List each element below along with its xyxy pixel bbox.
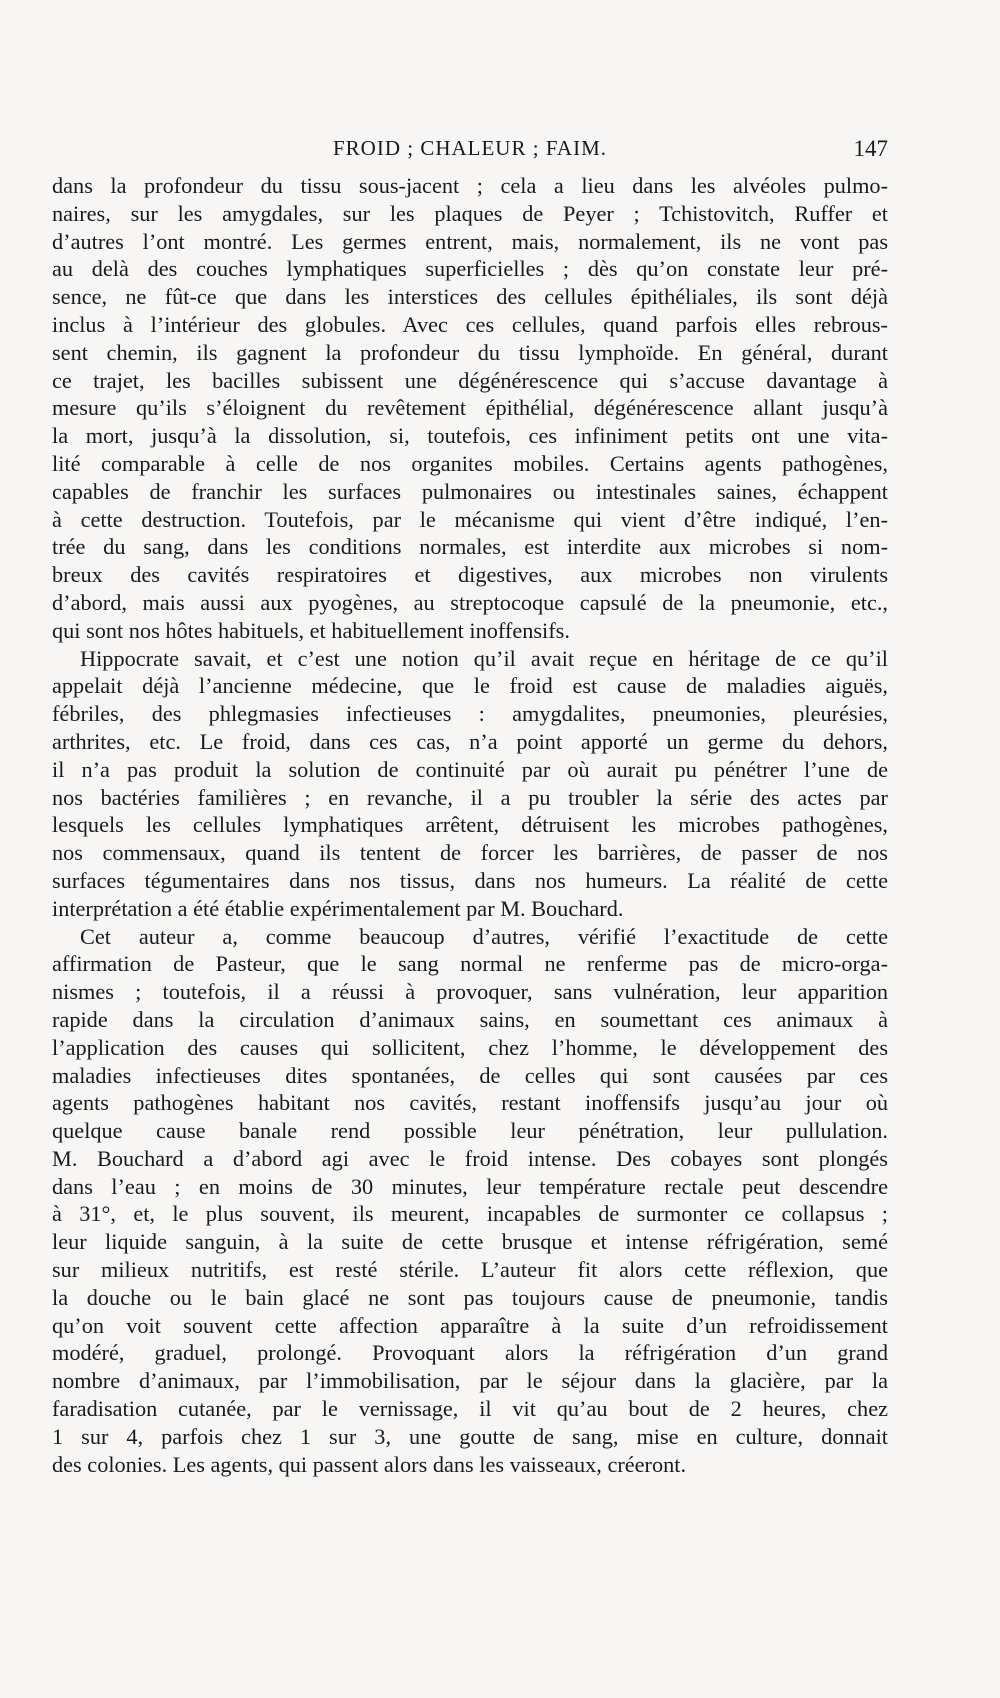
text-line: surfaces tégumentaires dans nos tissus, dans nos humeurs. La réalité de cette	[52, 867, 888, 893]
text-line: des colonies. Les agents, qui passent alors dans les vaisseaux, créeront.	[52, 1451, 687, 1477]
text-line: sence, ne fût-ce que dans les interstices des cellules épithéliales, ils sont déjà	[52, 284, 888, 310]
text-line: ce trajet, les bacilles subissent une dégénérescence qui s’accuse davantage à	[52, 367, 888, 393]
text-line: nismes ; toutefois, il a réussi à provoquer, sans vulnération, leur apparition	[52, 979, 888, 1005]
text-line: mesure qu’ils s’éloignent du revêtement épithélial, dégénérescence allant jusqu’à	[52, 395, 888, 421]
text-line: l’application des causes qui sollicitent, chez l’homme, le développement des	[52, 1034, 888, 1060]
text-line: Cet auteur a, comme beaucoup d’autres, vérifié l’exactitude de cette	[80, 923, 888, 949]
text-line: faradisation cutanée, par le vernissage, il vit qu’au bout de 2 heures, chez	[52, 1396, 888, 1422]
text-line: interprétation a été établie expérimentalement par M. Bouchard.	[52, 895, 624, 921]
text-line: naires, sur les amygdales, sur les plaques de Peyer ; Tchistovitch, Ruffer et	[52, 200, 888, 226]
text-line: à 31°, et, le plus souvent, ils meurent, incapables de surmonter ce collapsus ;	[52, 1201, 888, 1227]
paragraph	[52, 923, 888, 1479]
text-line: arthrites, etc. Le froid, dans ces cas, n’a point apporté un germe du dehors,	[52, 728, 888, 754]
text-line: sent chemin, ils gagnent la profondeur du tissu lymphoïde. En général, durant	[52, 339, 888, 365]
text-line: qu’on voit souvent cette affection apparaître à la suite d’un refroidissement	[52, 1312, 888, 1338]
paragraph	[52, 645, 888, 923]
text-line: trée du sang, dans les conditions normales, est interdite aux microbes si nom-	[52, 534, 888, 560]
text-line: leur liquide sanguin, à la suite de cette brusque et intense réfrigération, semé	[52, 1229, 888, 1255]
text-line: au delà des couches lymphatiques superficielles ; dès qu’on constate leur pré-	[52, 256, 888, 282]
text-line: la mort, jusqu’à la dissolution, si, toutefois, ces infiniment petits ont une vita-	[52, 423, 888, 449]
body-text	[52, 172, 888, 1478]
text-line: quelque cause banale rend possible leur pénétration, leur pullulation.	[52, 1118, 888, 1144]
text-line: inclus à l’intérieur des globules. Avec ces cellules, quand parfois elles rebrous-	[52, 311, 888, 337]
running-head	[52, 136, 888, 166]
text-line: breux des cavités respiratoires et digestives, aux microbes non virulents	[52, 562, 888, 588]
text-line: Hippocrate savait, et c’est une notion qu’il avait reçue en héritage de ce qu’il	[80, 645, 888, 671]
text-line: dans l’eau ; en moins de 30 minutes, leur température rectale peut descendre	[52, 1173, 888, 1199]
text-line: nombre d’animaux, par l’immobilisation, par le séjour dans la glacière, par la	[52, 1368, 888, 1394]
text-line: lesquels les cellules lymphatiques arrêtent, détruisent les microbes pathogènes,	[52, 812, 888, 838]
text-line: la douche ou le bain glacé ne sont pas toujours cause de pneumonie, tandis	[52, 1284, 888, 1310]
text-line: qui sont nos hôtes habituels, et habituellement inoffensifs.	[52, 617, 570, 643]
text-line: nos commensaux, quand ils tentent de forcer les barrières, de passer de nos	[52, 840, 888, 866]
text-line: d’abord, mais aussi aux pyogènes, au streptocoque capsulé de la pneumonie, etc.,	[52, 589, 888, 615]
text-line: rapide dans la circulation d’animaux sains, en soumettant ces animaux à	[52, 1006, 888, 1032]
text-line: il n’a pas produit la solution de continuité par où aurait pu pénétrer l’une de	[52, 756, 888, 782]
text-line: modéré, graduel, prolongé. Provoquant alors la réfrigération d’un grand	[52, 1340, 888, 1366]
paragraph	[52, 172, 888, 645]
text-line: fébriles, des phlegmasies infectieuses : amygdalites, pneumonies, pleurésies,	[52, 701, 888, 727]
page-number: 147	[853, 136, 888, 161]
text-line: affirmation de Pasteur, que le sang normal ne renferme pas de micro-orga-	[52, 951, 888, 977]
text-line: appelait déjà l’ancienne médecine, que le froid est cause de maladies aiguës,	[52, 673, 888, 699]
text-line: nos bactéries familières ; en revanche, il a pu troubler la série des actes par	[52, 784, 888, 810]
text-line: M. Bouchard a d’abord agi avec le froid intense. Des cobayes sont plongés	[52, 1145, 888, 1171]
text-line: lité comparable à celle de nos organites mobiles. Certains agents pathogènes,	[52, 450, 888, 476]
text-line: maladies infectieuses dites spontanées, de celles qui sont causées par ces	[52, 1062, 888, 1088]
text-line: à cette destruction. Toutefois, par le mécanisme qui vient d’être indiqué, l’en-	[52, 506, 888, 532]
text-line: d’autres l’ont montré. Les germes entrent, mais, normalement, ils ne vont pas	[52, 228, 888, 254]
text-line: dans la profondeur du tissu sous-jacent ; cela a lieu dans les alvéoles pulmo-	[52, 173, 888, 198]
running-title: FROID ; CHALEUR ; FAIM.	[332, 136, 608, 160]
text-line: 1 sur 4, parfois chez 1 sur 3, une goutte de sang, mise en culture, donnait	[52, 1423, 888, 1449]
text-line: agents pathogènes habitant nos cavités, restant inoffensifs jusqu’au jour où	[52, 1090, 888, 1116]
text-line: capables de franchir les surfaces pulmonaires ou intestinales saines, échappent	[52, 478, 888, 504]
text-line: sur milieux nutritifs, est resté stérile. L’auteur fit alors cette réflexion, que	[52, 1257, 888, 1283]
